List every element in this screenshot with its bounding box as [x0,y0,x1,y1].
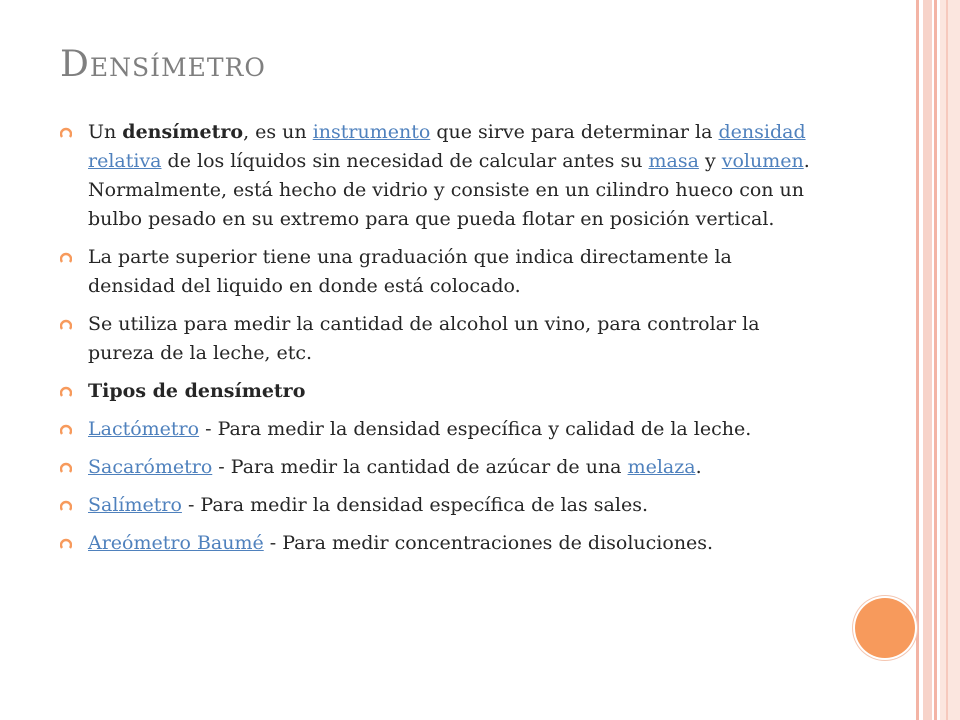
text: - Para medir la densidad específica de las sales. [181,494,648,516]
text: La parte superior tiene una graduación que indica directamente la densidad del liquido en donde está colocado. [88,246,732,297]
stripe [934,0,937,720]
link-volumen[interactable]: volumen [721,150,804,172]
bullet-icon [60,423,72,435]
text: . Normalmente, está hecho de vidrio y consiste en un cilindro hueco con un bulbo pesado en su extremo para que pueda flotar en posición vertical. [88,150,810,230]
bold-term: densímetro [122,121,244,143]
decorative-orange-circle [855,598,915,658]
bullet-icon [60,385,72,397]
text: de los líquidos sin necesidad de calcular antes su [161,150,649,172]
bullet-icon [60,126,72,138]
text: Se utiliza para medir la cantidad de alcohol un vino, para controlar la pureza de la leche, etc. [88,313,760,364]
link-instrumento[interactable]: instrumento [312,121,431,143]
link-sacarometro[interactable]: Sacarómetro [88,456,213,478]
stripe [916,0,919,720]
bullet-icon [60,251,72,263]
slide-title: Densímetro [60,44,266,85]
bullet-graduacion [60,243,820,301]
bullet-definition [60,118,820,234]
text: , es un [243,121,313,143]
bullet-sacarometro [60,453,820,482]
text: Un [88,121,123,143]
section-heading: Tipos de densímetro [88,380,306,402]
text: - Para medir la densidad específica y calidad de la leche. [199,418,752,440]
bullet-uso [60,310,820,368]
link-lactometro[interactable]: Lactómetro [88,418,200,440]
text: - Para medir concentraciones de disoluciones. [263,532,714,554]
link-densidad-relativa[interactable]: densidad relativa [88,121,806,172]
decorative-stripes [916,0,960,720]
stripe [940,0,960,720]
link-melaza[interactable]: melaza [627,456,696,478]
text: - Para medir la cantidad de azúcar de una [212,456,628,478]
bullet-icon [60,318,72,330]
stripe [946,0,948,720]
text: . [695,456,702,478]
stripe [923,0,932,720]
link-areometro-baume[interactable]: Areómetro Baumé [88,532,264,554]
bullet-areometro [60,529,820,558]
bullet-lactometro [60,415,820,444]
bullet-icon [60,499,72,511]
text: que sirve para determinar la [430,121,719,143]
bullet-tipos-heading [60,377,820,406]
text: y [698,150,722,172]
link-salimetro[interactable]: Salímetro [88,494,182,516]
link-masa[interactable]: masa [648,150,699,172]
bullet-salimetro [60,491,820,520]
bullet-icon [60,537,72,549]
bullet-icon [60,461,72,473]
bullet-list [60,118,820,567]
